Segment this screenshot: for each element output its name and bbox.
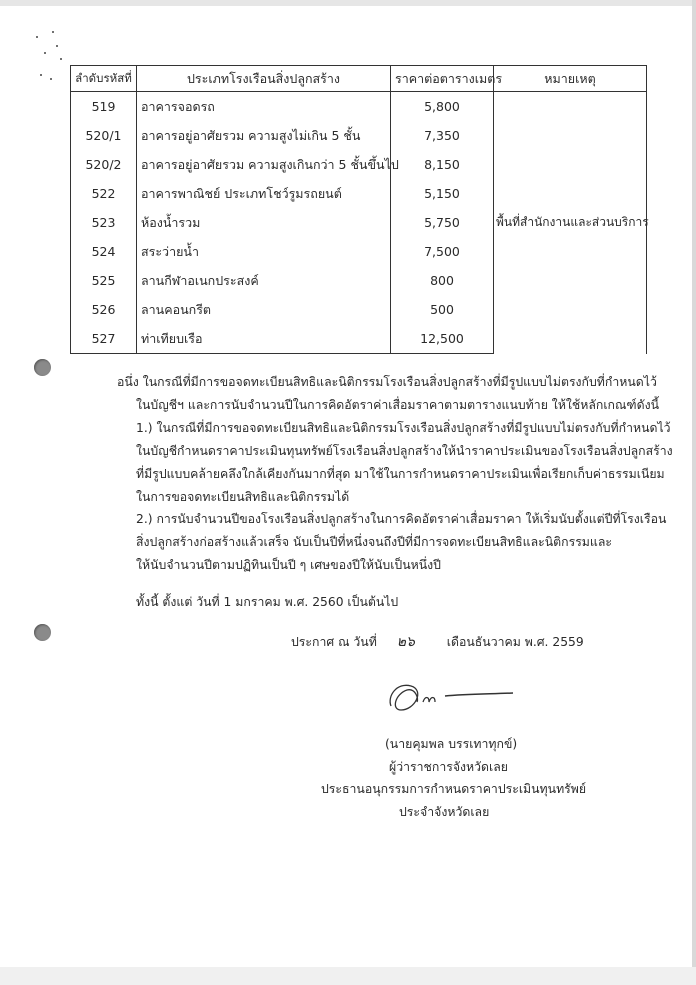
item-2-line-2: สิ่งปลูกสร้างก่อสร้างแล้วเสร็จ นับเป็นปีที่หนึ่งจนถึงปีที่มีการจดทะเบียนสิทธิและนิติกรรมและ <box>136 535 612 549</box>
signatory-name: (นายคุมพล บรรเทาทุกข์) <box>385 737 518 751</box>
announcement-prefix: ประกาศ ณ วันที่ <box>291 635 377 649</box>
signatory-title: ประธานอนุกรรมการกำหนดราคาประเมินทุนทรัพย์ <box>321 782 587 796</box>
intro-line-1: อนึ่ง ในกรณีที่มีการขอจดทะเบียนสิทธิและนิติกรรมโรงเรือนสิ่งปลูกสร้างที่มีรูปแบบไม่ตรงกับที่กำหนดไว้ <box>117 375 657 389</box>
building-rate-table <box>70 65 647 354</box>
row-building-type: ท่าเทียบเรือ <box>137 324 391 354</box>
scan-speck <box>60 58 62 60</box>
item-1-line-4: ในการขอจดทะเบียนสิทธิและนิติกรรมได้ <box>136 490 350 504</box>
row-price: 5,750 <box>391 208 494 237</box>
row-price: 5,800 <box>391 92 494 122</box>
item-1-line-2: ในบัญชีกำหนดราคาประเมินทุนทรัพย์โรงเรือนสิ่งปลูกสร้างให้นำราคาประเมินของโรงเรือนสิ่งปลูกสร้าง <box>136 444 673 458</box>
scan-speck <box>44 52 46 54</box>
announcement-date <box>291 631 584 654</box>
signatory-title: ประจำจังหวัดเลย <box>399 805 490 819</box>
announcement-month-year: เดือนธันวาคม พ.ศ. 2559 <box>446 635 584 649</box>
table-row <box>71 92 647 122</box>
header-remarks: หมายเหตุ <box>494 66 647 92</box>
header-code: ลำดับรหัสที่ <box>71 66 137 92</box>
row-code: 525 <box>71 266 137 295</box>
row-code: 524 <box>71 237 137 266</box>
scan-speck <box>56 45 58 47</box>
row-price: 800 <box>391 266 494 295</box>
row-building-type: ลานกีฬาอเนกประสงค์ <box>137 266 391 295</box>
item-1-line-3: ที่มีรูปแบบคล้ายคลึงใกล้เคียงกันมากที่สุด มาใช้ในการกำหนดราคาประเมินเพื่อเรียกเก็บค่าธรรมเนียม <box>136 467 665 481</box>
row-building-type: ลานคอนกรีต <box>137 295 391 324</box>
row-building-type: ห้องน้ำรวม <box>137 208 391 237</box>
item-1-line-1: 1.) ในกรณีที่มีการขอจดทะเบียนสิทธิและนิติกรรมโรงเรือนสิ่งปลูกสร้างที่มีรูปแบบไม่ตรงกับที่กำหนดไว้ <box>136 421 671 435</box>
row-price: 8,150 <box>391 150 494 179</box>
scan-right-edge <box>692 0 696 985</box>
row-price: 500 <box>391 295 494 324</box>
scan-speck <box>40 74 42 76</box>
scan-speck <box>50 78 52 80</box>
row-code: 523 <box>71 208 137 237</box>
item-2-line-3: ให้นับจำนวนปีตามปฏิทินเป็นปี ๆ เศษของปีให้นับเป็นหนึ่งปี <box>136 558 441 572</box>
effective-date: ทั้งนี้ ตั้งแต่ วันที่ 1 มกราคม พ.ศ. 2560 เป็นต้นไป <box>136 595 399 609</box>
row-building-type: อาคารจอดรถ <box>137 92 391 122</box>
row-code: 520/1 <box>71 121 137 150</box>
item-2-line-1: 2.) การนับจำนวนปีของโรงเรือนสิ่งปลูกสร้างในการคิดอัตราค่าเสื่อมราคา ให้เริ่มนับตั้งแต่ปีที่โรงเรือน <box>136 512 667 526</box>
row-remark: พื้นที่สำนักงานและส่วนบริการ <box>494 92 647 354</box>
signatory-title: ผู้ว่าราชการจังหวัดเลย <box>389 760 508 774</box>
row-code: 526 <box>71 295 137 324</box>
table-header-row <box>71 66 647 92</box>
row-building-type: อาคารอยู่อาศัยรวม ความสูงไม่เกิน 5 ชั้น <box>137 121 391 150</box>
handwritten-signature <box>385 676 525 718</box>
row-price: 5,150 <box>391 179 494 208</box>
row-building-type: สระว่ายน้ำ <box>137 237 391 266</box>
row-price: 7,350 <box>391 121 494 150</box>
punch-hole <box>34 359 51 376</box>
announcement-day: ๒๖ <box>396 634 415 650</box>
row-price: 7,500 <box>391 237 494 266</box>
header-building-type: ประเภทโรงเรือนสิ่งปลูกสร้าง <box>137 66 391 92</box>
intro-line-2: ในบัญชีฯ และการนับจำนวนปีในการคิดอัตราค่าเสื่อมราคาตามตารางแนบท้าย ให้ใช้หลักเกณฑ์ดังนี้ <box>136 398 660 412</box>
header-price-per-sqm: ราคาต่อตารางเมตร <box>391 66 494 92</box>
row-code: 522 <box>71 179 137 208</box>
row-price: 12,500 <box>391 324 494 354</box>
scan-speck <box>36 36 38 38</box>
row-building-type: อาคารอยู่อาศัยรวม ความสูงเกินกว่า 5 ชั้นขึ้นไป <box>137 150 391 179</box>
row-code: 519 <box>71 92 137 122</box>
punch-hole <box>34 624 51 641</box>
row-building-type: อาคารพาณิชย์ ประเภทโชว์รูมรถยนต์ <box>137 179 391 208</box>
scan-bottom-edge <box>0 967 696 985</box>
row-code: 527 <box>71 324 137 354</box>
scan-top-edge <box>0 0 696 6</box>
scan-speck <box>52 31 54 33</box>
row-code: 520/2 <box>71 150 137 179</box>
